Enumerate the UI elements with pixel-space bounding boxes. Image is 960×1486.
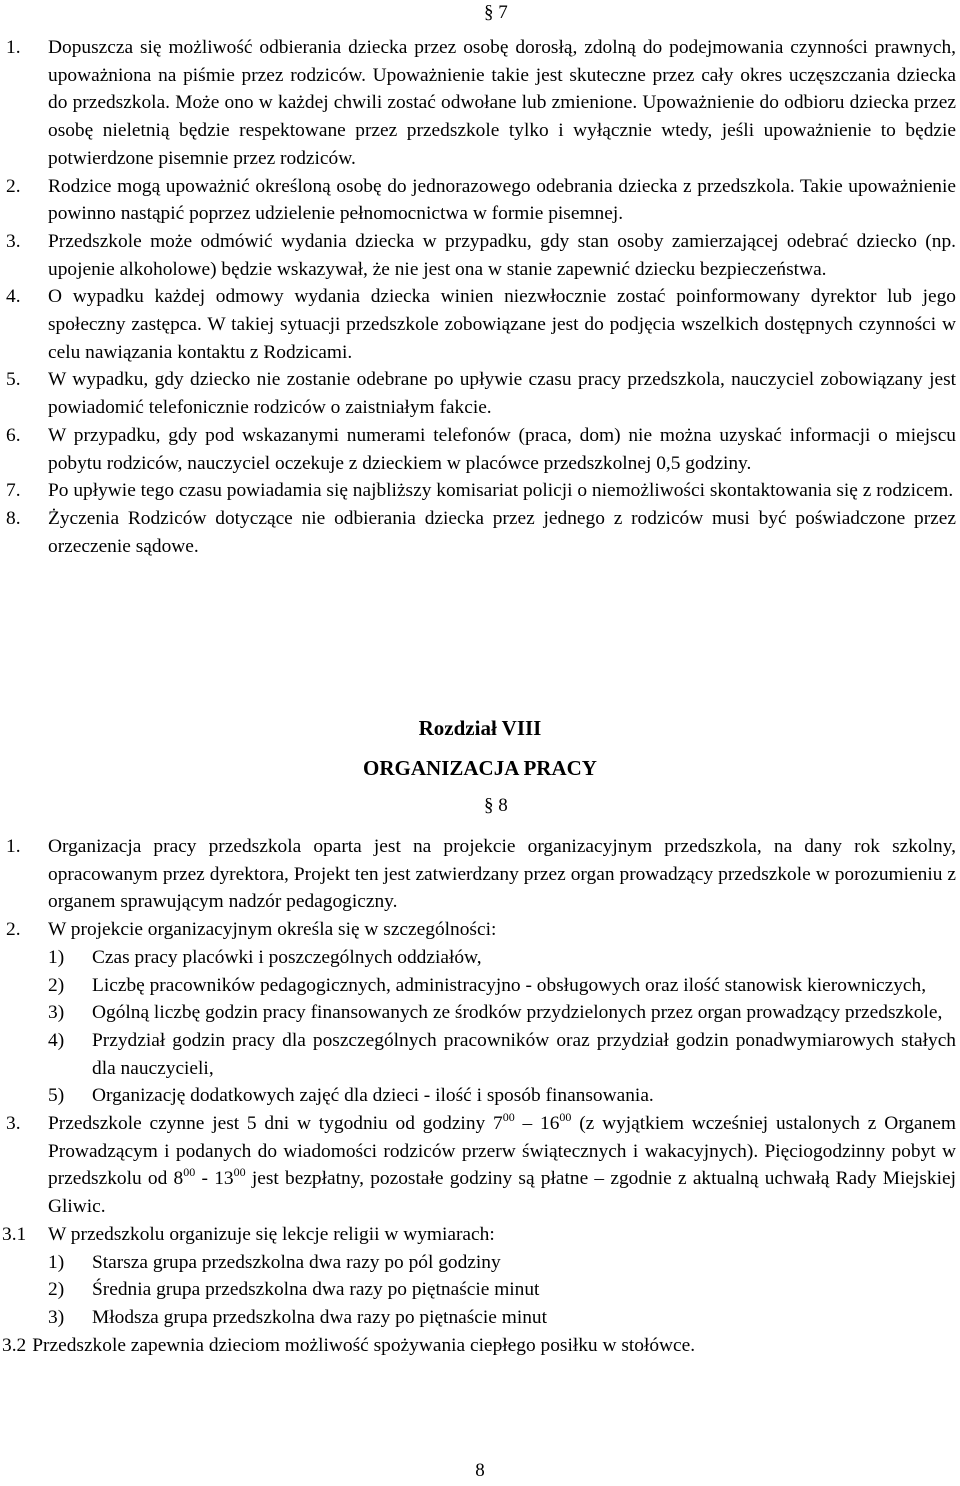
sub-item-number: 4) [48,1029,65,1051]
list-item [2,1221,956,1249]
sub-list-item [48,999,956,1027]
item-number: 4. [6,286,21,308]
list-item [6,34,956,173]
item-number: 3.1 [2,1223,27,1245]
item-text [48,1110,956,1221]
text-segment: – 16 [514,1113,560,1135]
list-item [6,422,956,477]
section-8-list [2,833,957,1359]
sub-item-text: Organizację dodatkowych zajęć dla dzieci - ilość i sposób finansowania. [92,1085,654,1107]
sub-list-item [48,1276,956,1304]
superscript: 00 [183,1165,196,1180]
section-7-list [6,34,956,560]
item-text: Po upływie tego czasu powiadamia się najbliższy komisariat policji o niemożliwości skontaktowania się z rodzicem. [48,480,954,502]
chapter-title: Rozdział VIII [418,716,542,740]
list-item [6,283,956,366]
sub-item-number: 2) [48,1279,65,1301]
item-number: 3.2 [2,1334,27,1356]
text-segment: - 13 [195,1168,234,1190]
list-item [6,173,956,228]
item-text: O wypadku każdej odmowy wydania dziecka winien niezwłocznie zostać poinformowany dyrektor lub jego społeczny zastępca. W takiej sytuacji przedszkole zobowiązane jest do podjęcia wszelkich dostępnych czynności w celu nawiązania kontaktu z Rodzicami. [48,286,956,363]
item-number: 1. [6,37,21,58]
list-item [6,833,956,916]
item-number: 6. [6,424,21,446]
sub-item-text: Czas pracy placówki i poszczególnych oddziałów, [92,946,482,968]
item-number: 3. [6,1113,21,1135]
sub-item-text: Starsza grupa przedszkolna dwa razy po pól godziny [92,1251,501,1273]
sub-item-number: 2) [48,974,65,996]
text-segment: (z wyjątkiem wcześniej ustalonych z Organem Prowadzącym i podanych do wiadomości rodziców przerw świątecznych i wakacyjnych). Pięciogodzinny pobyt w przedszkolu od 8 [48,1113,956,1190]
sub-item-text: Przydział godzin pracy dla poszczególnych pracowników oraz przydział godzin ponadwymiarowych stałych dla nauczycieli, [92,1029,956,1079]
section-8-title: § 8 [484,795,508,816]
item-text: Dopuszcza się możliwość odbierania dziecka przez osobę dorosłą, zdolną do podejmowania czynności prawnych, upoważniona na piśmie przez rodziców. Upoważnienie takie jest skuteczne przez cały okres uczęszczania dziecka do przedszkola. Może ono w każdej chwili zostać odwołane lub zmienione. Upoważnienie do odbioru dziecka przez osobę nieletnią będzie respektowane przez przedszkole tylko i wyłącznie wtedy, jeśli upoważnienie to będzie potwierdzone pisemnie przez rodziców. [48,37,956,169]
item-text: Życzenia Rodziców dotyczące nie odbierania dziecka przez jednego z rodziców musi być poświadczone przez orzeczenie sądowe. [48,507,956,557]
list-item [6,1110,956,1221]
item-number: 8. [6,507,21,529]
chapter-subtitle: ORGANIZACJA PRACY [363,756,597,780]
list-item [6,366,956,421]
page-number: 8 [475,1460,485,1481]
sub-list-item [48,1082,956,1110]
list-item [6,477,956,505]
list-item [6,505,956,560]
sub-item-number: 1) [48,1251,65,1273]
item-text: Przedszkole może odmówić wydania dziecka w przypadku, gdy stan osoby zamierzającej odebrać dziecko (np. upojenie alkoholowe) będzie wskazywał, że nie jest ona w stanie zapewnić dziecku bezpieczeństwa. [48,230,956,280]
sub-item-number: 3) [48,1306,65,1328]
section-7-title: § 7 [484,2,508,23]
sub-list-item [48,1304,956,1332]
item-number: 3. [6,230,21,252]
item-number: 7. [6,480,21,502]
superscript: 00 [502,1110,515,1125]
sub-list-item [48,1249,956,1277]
superscript: 00 [559,1110,572,1125]
sub-list-item [48,972,956,1000]
item-text: W przedszkolu organizuje się lekcje religii w wymiarach: [48,1223,495,1245]
item-text: Organizacja pracy przedszkola oparta jest na projekcie organizacyjnym przedszkola, na dany rok szkolny, opracowanym przez dyrektora, Projekt ten jest zatwierdzany przez organ prowadzący przedszkole w porozumieniu z organem sprawującym nadzór pedagogiczny. [48,836,956,913]
sub-item-text: Średnia grupa przedszkolna dwa razy po piętnaście minut [92,1279,540,1301]
superscript: 00 [233,1165,246,1180]
sub-item-text: Młodsza grupa przedszkolna dwa razy po piętnaście minut [92,1306,547,1328]
sub-list-item [48,944,956,972]
list-item [6,916,956,944]
item-text: W przypadku, gdy pod wskazanymi numerami telefonów (praca, dom) nie można uzyskać informacji o miejscu pobytu rodziców, nauczyciel oczekuje z dzieckiem w placówce przedszkolnej 0,5 godziny. [48,424,956,474]
item-text: Rodzice mogą upoważnić określoną osobę do jednorazowego odebrania dziecka z przedszkola. Takie upoważnienie powinno nastąpić poprzez udzielenie pełnomocnictwa w formie pisemnej. [48,175,956,225]
item-number: 2. [6,175,21,197]
sub-item-text: Ogólną liczbę godzin pracy finansowanych ze środków przydzielonych przez organ prowadzący przedszkole, [92,1002,943,1024]
item-number: 2. [6,919,21,941]
text-segment: jest bezpłatny, pozostałe godziny są płatne – zgodnie z aktualną uchwałą Rady Miejskiej Gliwic. [48,1168,957,1218]
sub-item-number: 3) [48,1002,65,1024]
sub-item-number: 5) [48,1085,65,1107]
sub-item-number: 1) [48,946,65,968]
text-segment: Przedszkole czynne jest 5 dni w tygodniu od godziny 7 [48,1113,503,1135]
item-text: W wypadku, gdy dziecko nie zostanie odebrane po upływie czasu pracy przedszkola, nauczyciel zobowiązany jest powiadomić telefonicznie rodziców o zaistniałym fakcie. [48,369,956,419]
item-text: W projekcie organizacyjnym określa się w szczególności: [48,919,497,941]
sub-item-text: Liczbę pracowników pedagogicznych, administracyjno - obsługowych oraz ilość stanowisk kierowniczych, [92,974,927,996]
sub-list-item [48,1027,956,1082]
item-number: 1. [6,836,21,857]
item-text: Przedszkole zapewnia dzieciom możliwość spożywania ciepłego posiłku w stołówce. [32,1334,696,1356]
item-number: 5. [6,369,21,391]
list-item [6,228,956,283]
list-item [2,1332,956,1360]
